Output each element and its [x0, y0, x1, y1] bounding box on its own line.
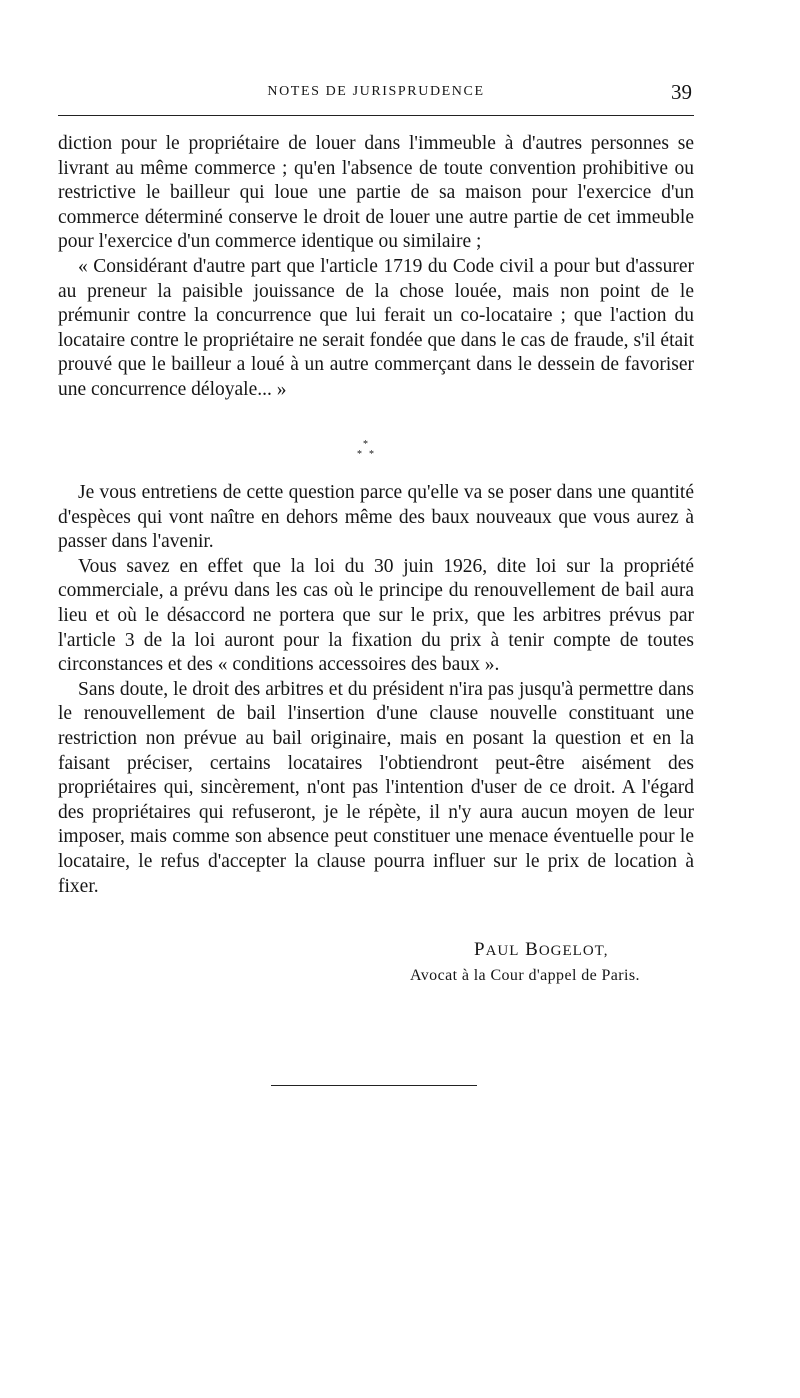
- author-title: Avocat à la Cour d'appel de Paris.: [410, 967, 640, 984]
- paragraph-continuation: diction pour le propriétaire de louer dans l'immeuble à d'autres personnes se livrant au même commerce ; qu'en l'absence de toute convention prohibitive ou restrictive le bailleur qui loue une partie de sa maison pour l'exercice d'un commerce déterminé conserve le droit de louer une autre partie de cet immeuble pour l'exercice d'un commerce identique ou similaire ;: [58, 133, 694, 253]
- signature-block: [400, 939, 694, 985]
- body-text-bottom: [58, 481, 694, 899]
- running-title: NOTES DE JURISPRUDENCE: [267, 84, 485, 99]
- page-number: 39: [671, 80, 692, 104]
- paragraph-loi-1926: Vous savez en effet que la loi du 30 juin 1926, dite loi sur la propriété commerciale, a prévu dans les cas où le principe du renouvellement de bail aura lieu et où le désaccord ne portera que sur le prix, que les arbitres prévus par l'article 3 de la loi auront pour la fixation du prix à tenir compte de toutes circonstances et des « conditions accessoires des baux ».: [58, 555, 694, 676]
- paragraph-question: Je vous entretiens de cette question parce qu'elle va se poser dans une quantité d'espèces qui vont naître en dehors même des baux nouveaux que vous aurez à passer dans l'avenir.: [58, 482, 694, 553]
- header-rule: [58, 115, 694, 116]
- paragraph-sans-doute: Sans doute, le droit des arbitres et du président n'ira pas jusqu'à permettre dans le renouvellement de bail l'insertion d'une clause nouvelle constituant une restriction non prévue au bail originaire, mais en posant la question et en la faisant préciser, certains locataires l'obtiendront peut-être aisément des propriétaires qui, sincèrement, n'ont pas l'intention d'user de ce droit. A l'égard des propriétaires qui refuseront, je le répète, il n'y aura aucun moyen de leur imposer, mais comme son absence peut constituer une menace éventuelle pour le locataire, le refus d'accepter la clause pourra influer sur le prix de location à fixer.: [58, 678, 694, 897]
- asterism-star: *: [369, 449, 374, 460]
- footer-rule: [271, 1085, 477, 1086]
- asterism-star: *: [363, 439, 368, 450]
- page-header: [58, 80, 694, 106]
- author-name: PAUL BOGELOT,: [474, 939, 609, 960]
- paragraph-quote-considerant: « Considérant d'autre part que l'article 1719 du Code civil a pour but d'assurer au preneur la paisible jouissance de la chose louée, mais non point de le prémunir contre la concurrence que lui ferait un co-locataire ; que l'action du locataire contre le propriétaire ne serait fondée que dans le cas de fraude, s'il était prouvé que le bailleur a loué à un autre commerçant dans le dessein de favoriser une concurrence déloyale... »: [58, 255, 694, 400]
- asterism-star: *: [357, 449, 362, 460]
- asterism-separator: [348, 440, 388, 470]
- body-text-top: [58, 132, 694, 403]
